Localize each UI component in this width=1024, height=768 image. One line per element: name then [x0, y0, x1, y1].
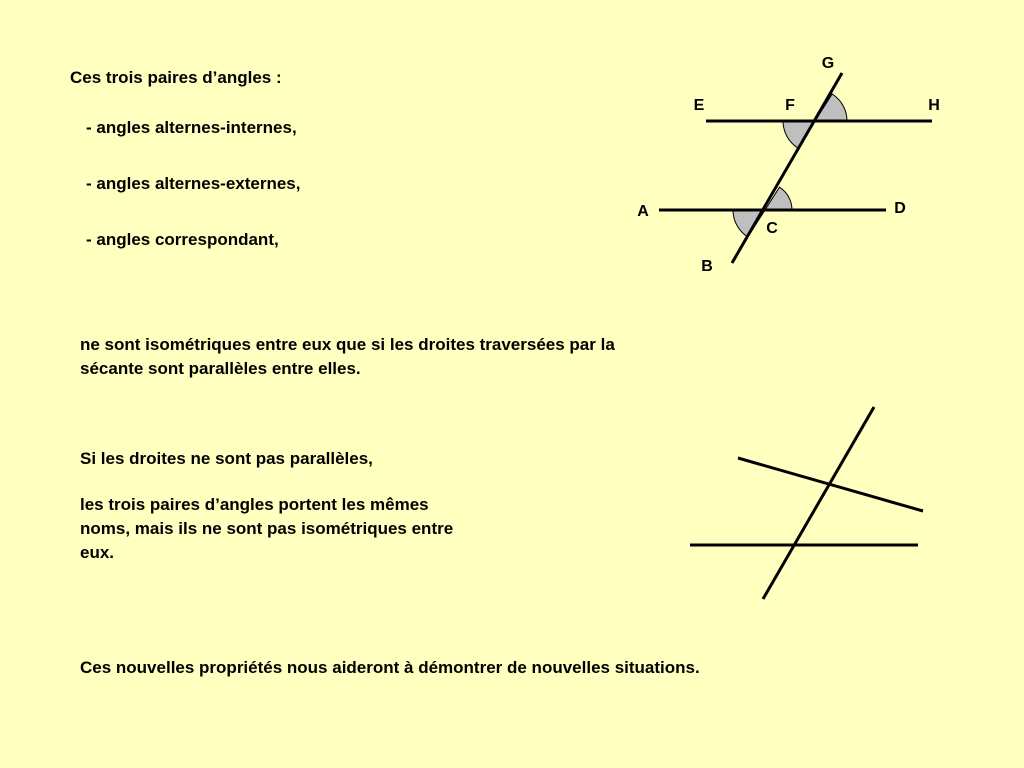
angle-marker-f-upper	[815, 94, 847, 121]
conclusion-text: Ces nouvelles propriétés nous aideront à démontrer de nouvelles situations.	[80, 658, 700, 677]
label-c: C	[766, 220, 778, 237]
label-e: E	[693, 97, 705, 114]
non-parallel-lines-diagram	[690, 407, 923, 599]
label-h: H	[928, 97, 940, 114]
non-parallel-intro: Si les droites ne sont pas parallèles,	[80, 449, 373, 468]
list-item-alternes-externes: - angles alternes-externes,	[86, 174, 301, 193]
condition-line-2: sécante sont parallèles entre elles.	[80, 359, 361, 378]
non-parallel-line-2: noms, mais ils ne sont pas isométriques entre	[80, 519, 454, 538]
label-g: G	[821, 55, 835, 72]
list-item-alternes-internes: - angles alternes-internes,	[86, 118, 297, 137]
label-b: B	[701, 258, 713, 275]
label-f: F	[785, 97, 795, 114]
label-a: A	[637, 203, 649, 220]
intro-text: Ces trois paires d’angles :	[70, 68, 282, 87]
non-parallel-line-3: eux.	[80, 543, 115, 562]
non-parallel-line-1: les trois paires d’angles portent les mêmes	[80, 495, 429, 514]
list-item-correspondant: - angles correspondant,	[86, 230, 279, 249]
condition-line-1: ne sont isométriques entre eux que si les droites traversées par la	[80, 335, 615, 354]
label-d: D	[894, 200, 906, 217]
transversal-line	[763, 407, 874, 599]
